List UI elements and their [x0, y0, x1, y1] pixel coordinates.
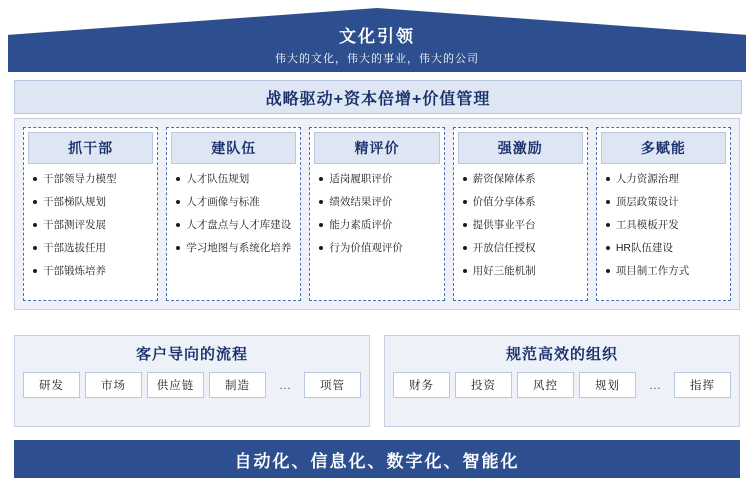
list-item: 干部锻炼培养	[30, 264, 151, 279]
foundation-label: 自动化、信息化、数字化、智能化	[234, 451, 520, 471]
list-item: HR队伍建设	[603, 241, 724, 256]
organization-title: 规范高效的组织	[505, 346, 618, 363]
list-item: 行为价值观评价	[316, 241, 437, 256]
list-item: 人才画像与标准	[173, 195, 294, 210]
chip: 投资	[455, 372, 512, 398]
roof-subtitle: 伟大的文化，伟大的事业，伟大的公司	[275, 53, 479, 65]
pillar-title: 精评价	[314, 132, 439, 164]
list-item: 学习地图与系统化培养	[173, 241, 294, 256]
organization-chip-row	[393, 372, 731, 398]
strategy-banner	[14, 80, 742, 114]
list-item: 能力素质评价	[316, 218, 437, 233]
pillar-column	[166, 127, 301, 301]
pillar-title: 多赋能	[601, 132, 726, 164]
chip: 风控	[517, 372, 574, 398]
pillar-column	[23, 127, 158, 301]
strategy-banner-label: 战略驱动+资本倍增+价值管理	[265, 90, 491, 108]
pillar-column	[309, 127, 444, 301]
chip: 指挥	[674, 372, 731, 398]
roof-title: 文化引领	[339, 27, 415, 46]
pillar-title: 建队伍	[171, 132, 296, 164]
pillar-item-list	[597, 164, 730, 300]
chip: 供应链	[147, 372, 204, 398]
list-item: 人力资源治理	[603, 172, 724, 187]
list-item: 绩效结果评价	[316, 195, 437, 210]
base-row	[14, 335, 740, 427]
chip: 项管	[304, 372, 361, 398]
roof-text-group	[8, 26, 746, 68]
list-item: 干部领导力模型	[30, 172, 151, 187]
pillar-title: 强激励	[458, 132, 583, 164]
list-item: 提供事业平台	[460, 218, 581, 233]
process-box	[14, 335, 370, 427]
list-item: 干部梯队规划	[30, 195, 151, 210]
chip: 财务	[393, 372, 450, 398]
process-title: 客户导向的流程	[135, 346, 248, 363]
list-item: 人才盘点与人才库建设	[173, 218, 294, 233]
pillar-item-list	[454, 164, 587, 300]
chip: 市场	[85, 372, 142, 398]
pillar-item-list	[167, 164, 300, 300]
list-item: 项目制工作方式	[603, 264, 724, 279]
pillar-column	[453, 127, 588, 301]
list-item: 薪资保障体系	[460, 172, 581, 187]
chip: 研发	[23, 372, 80, 398]
pillars-container	[14, 118, 740, 310]
organization-box	[384, 335, 740, 427]
chip: 规划	[579, 372, 636, 398]
ellipsis-marker: …	[279, 378, 291, 392]
list-item: 干部选拔任用	[30, 241, 151, 256]
list-item: 干部测评发展	[30, 218, 151, 233]
list-item: 顶层政策设计	[603, 195, 724, 210]
list-item: 工具模板开发	[603, 218, 724, 233]
pillar-item-list	[310, 164, 443, 300]
process-chip-row	[23, 372, 361, 398]
chip: 制造	[209, 372, 266, 398]
pillar-title: 抓干部	[28, 132, 153, 164]
list-item: 用好三能机制	[460, 264, 581, 279]
list-item: 适岗履职评价	[316, 172, 437, 187]
list-item: 开放信任授权	[460, 241, 581, 256]
pillar-column	[596, 127, 731, 301]
roof-section	[8, 8, 746, 72]
list-item: 人才队伍规划	[173, 172, 294, 187]
ellipsis-marker: …	[649, 378, 661, 392]
list-item: 价值分享体系	[460, 195, 581, 210]
pillar-item-list	[24, 164, 157, 300]
foundation-banner	[14, 440, 740, 478]
